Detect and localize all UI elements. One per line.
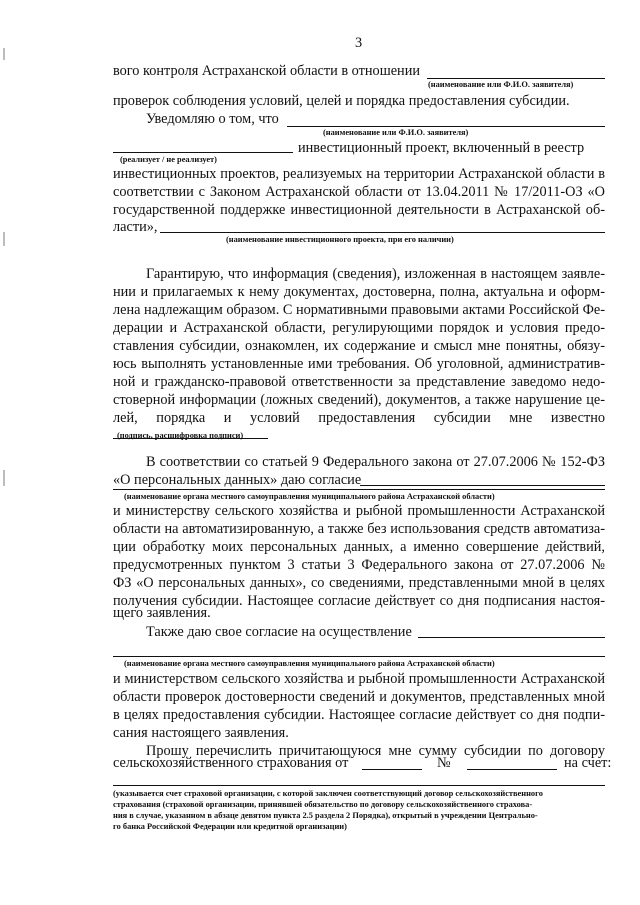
scan-edge-mark — [3, 470, 5, 486]
text-line: ласти», — [113, 219, 158, 235]
footnote-line: ния в случае, указанном в абзаце девятом пункта 2.5 раздела 2 Порядка), открытый в учреждении Центрально- — [113, 811, 538, 820]
blank-line — [360, 485, 605, 486]
text-line: сания настоящего заявления. — [113, 725, 289, 741]
text-line: лей, порядка и условий предоставления субсидии мне известно — [113, 410, 605, 426]
account-blank — [113, 785, 605, 786]
text-line: и министерству сельского хозяйства и рыбной промышленности Астраханской — [113, 503, 605, 519]
field-caption: (наименование или Ф.И.О. заявителя) — [428, 80, 574, 89]
blank-line — [287, 126, 605, 127]
text-line: вого контроля Астраханской области в отношении — [113, 63, 420, 79]
text-line: области проверок достоверности сведений и документов, представленных мной — [113, 689, 605, 705]
text-line: и министерством сельского хозяйства и рыбной промышленности Астраханской — [113, 671, 605, 687]
text-line: области на автоматизированную, а также без использования средств автоматиза- — [113, 521, 605, 537]
date-blank — [362, 769, 422, 770]
text-line: Гарантирую, что информация (сведения), изложенная в настоящем заявле- — [146, 266, 605, 282]
page-number: 3 — [355, 35, 363, 51]
blank-line — [160, 232, 605, 233]
blank-line — [427, 78, 605, 79]
number-sign: № — [437, 755, 451, 771]
text-line: сельскохозяйственного страхования от — [113, 755, 349, 771]
text-line: «О персональных данных» даю согласие — [113, 472, 362, 488]
field-caption: (реализует / не реализует) — [120, 155, 217, 164]
blank-line — [113, 152, 293, 153]
text-line: проверок соблюдения условий, целей и порядка предоставления субсидии. — [113, 93, 570, 109]
text-line: юсь выполнять установленные ими требования. Об уголовной, административ- — [113, 356, 605, 372]
field-caption: (наименование органа местного самоуправления муниципального района Астраханской области) — [124, 659, 495, 668]
text-line: ФЗ «О персональных данных», со сведениями, представленными мной в целях — [113, 575, 605, 591]
text-line: государственной поддержке инвестиционной деятельности в Астраханской об- — [113, 202, 605, 218]
text-line: нии и прилагаемых к нему документах, достоверна, полна, актуальна и оформ- — [113, 284, 605, 300]
field-caption: (наименование инвестиционного проекта, при его наличии) — [226, 235, 454, 244]
text-line: ной и гражданско-правовой ответственности за представление заведомо недо- — [113, 374, 605, 390]
text-line: дерации и Астраханской области, регулирующими порядок и условия предо- — [113, 320, 605, 336]
text-line: получения субсидии. Настоящее согласие действует со дня подписания настоя- — [113, 593, 605, 609]
blank-line — [418, 637, 605, 638]
text-line: Уведомляю о том, что — [146, 111, 279, 127]
text-line: щего заявления. — [113, 605, 211, 621]
number-blank — [467, 769, 557, 770]
field-caption: (наименование органа местного самоуправления муниципального района Астраханской области) — [124, 492, 495, 501]
footnote-line: страхования (страховой организации, принявшей обязательство по договору сельскохозяйственного страхова- — [113, 800, 533, 809]
footnote-line: (указывается счет страховой организации, с которой заключен соответствующий договор сельскохозяйственного — [113, 789, 543, 798]
footnote-line: го банка Российской Федерации или кредитной организации) — [113, 822, 347, 831]
text-line: инвестиционных проектов, реализуемых на территории Астраханской области в — [113, 166, 605, 182]
text-line: ставления субсидии, ознакомлен, их содержание и смысл мне понятны, обязу- — [113, 338, 605, 354]
text-line: лена надлежащим образом. С нормативными правовыми актами Российской Фе- — [113, 302, 605, 318]
text-line: Также даю свое согласие на осуществление — [146, 624, 412, 640]
scan-edge-mark — [3, 48, 5, 60]
blank-line — [113, 656, 605, 657]
text-line: в целях предоставления субсидии. Настоящее согласие действует со дня подпи- — [113, 707, 605, 723]
text-line: В соответствии со статьей 9 Федерального закона от 27.07.2006 № 152-ФЗ — [146, 454, 605, 470]
text-line: стоверной информации (ложных сведений), документов, а также нарушение це- — [113, 392, 605, 408]
text-line: инвестиционный проект, включенный в реестр — [298, 140, 585, 156]
blank-line — [113, 489, 605, 490]
text-line: Прошу перечислить причитающуюся мне сумму субсидии по договору — [146, 743, 605, 759]
text-line: соответствии с Законом Астраханской области от 13.04.2011 № 17/2011-ОЗ «О — [113, 184, 605, 200]
text-line: ции обработку моих персональных данных, а именно совершение действий, — [113, 539, 605, 555]
scan-edge-mark — [3, 232, 5, 246]
field-caption: (наименование или Ф.И.О. заявителя) — [323, 128, 469, 137]
text-line: на счет: — [564, 755, 612, 771]
text-line: предусмотренных пунктом 3 статьи 3 Федерального закона от 27.07.2006 № — [113, 557, 605, 573]
field-caption: (подпись, расшифровка подписи) — [117, 431, 244, 440]
